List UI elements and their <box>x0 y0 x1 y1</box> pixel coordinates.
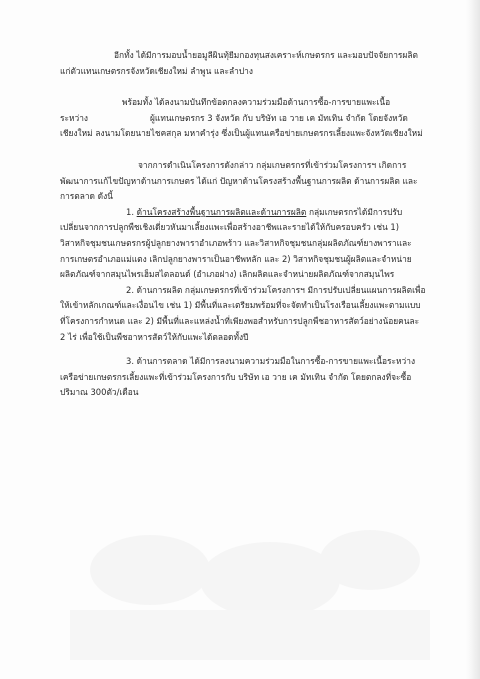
item1-title: ด้านโครงสร้างพื้นฐานการผลิตและด้านการผลิต <box>136 206 307 217</box>
mou-prefix: ระหว่าง <box>60 112 89 123</box>
paragraph-mou-lead: พร้อมทั้ง ได้ลงนามบันทึกข้อตกลงความร่วมมือด้านการซื้อ-การขายแพะเนื้อ <box>122 97 391 108</box>
page-edge-shadow <box>466 0 480 679</box>
item-infrastructure <box>60 205 426 283</box>
item1-body: กลุ่มเกษตรกรได้มีการปรับเปลี่ยนจากการปลูกพืชเชิงเดี่ยวหันมาเลี้ยงแพะเพื่อสร้างอาชีพและรายได้ให้กับครอบครัว เช่น 1) วิสาหกิจชุมชนเกษตรกรผู้ปลูกยางพาราอำเภอพร้าว และวิสาหกิจชุมชนกลุ่มผลิตภัณฑ์ยางพาราและการเกษตรอำเภอแม่แตง เลิกปลูกยางพาราเป็นอาชีพหลัก และ 2) วิสาหกิจชุมชนผู้ผลิตและจำหน่ายผลิตภัณฑ์จากสมุนไพรเฮ็มสไตลอนด์ (อำเภอฝาง) เลิกผลิตและจำหน่ายผลิตภัณฑ์จากสมุนไพร <box>60 206 412 280</box>
faded-goat-photo-watermark <box>70 420 430 660</box>
document-body <box>60 48 426 401</box>
paragraph-awards: อีกทั้ง ได้มีการมอบน้ำยอมูลีผินทุ้ยีมกองทุนสงเคราะห์เกษตรกร และมอบปัจจัยการผลิตแก่ตัวแทนเกษตรกรจังหวัดเชียงใหม่ ลำพูน และลำปาง <box>60 50 418 76</box>
mou-rest: ผู้แทนเกษตรกร 3 จังหวัด กับ บริษัท เอ วาย เค มัทเทิน จำกัด โดยจังหวัดเชียงใหม่ ลงนามโดยนายไชคสกุล มหาคำรุ่ง ซึ่งเป็นผู้แทนเครือข่ายเกษตรกรเลี้ยงแพะจังหวัดเชียงใหม่ <box>60 112 423 139</box>
item-marketing: 3. ด้านการตลาด ได้มีการลงนามความร่วมมือในการซื้อ-การขายแพะเนื้อระหว่างเครือข่ายเกษตรกรเลี้ยงแพะที่เข้าร่วมโครงการกับ บริษัท เอ วาย เค มัทเทิน จำกัด โดยตกลงที่จะซื้อปริมาณ 300ตัว/เดือน <box>60 356 416 398</box>
paragraph-results-intro: จากการดำเนินโครงการดังกล่าว กลุ่มเกษตรกรที่เข้าร่วมโครงการฯ เกิดการพัฒนาการแก้ไขปัญหาด้านการเกษตร ได้แก่ ปัญหาด้านโครงสร้างพื้นฐานการผลิต ด้านการผลิต และการตลาด ดังนี้ <box>60 159 418 202</box>
item1-number: 1. <box>126 206 137 217</box>
paragraph-mou-body <box>60 111 426 142</box>
item-production: 2. ด้านการผลิต กลุ่มเกษตรกรที่เข้าร่วมโครงการฯ มีการปรับเปลี่ยนแผนการผลิตเพื่อให้เข้าหลักเกณฑ์และเงื่อนไข เช่น 1) มีพื้นที่และเตรียมพร้อมที่จะจัดทำเป็นโรงเรือนเลี้ยงแพะตามแบบที่โครงการกำหนด และ 2) มีพื้นที่และแหล่งน้ำที่เพียงพอสำหรับการปลูกพืชอาหารสัตว์อย่างน้อยคนละ 2 ไร่ เพื่อใช้เป็นพืชอาหารสัตว์ให้กับแพะได้ตลอดทั้งปี <box>60 284 426 342</box>
